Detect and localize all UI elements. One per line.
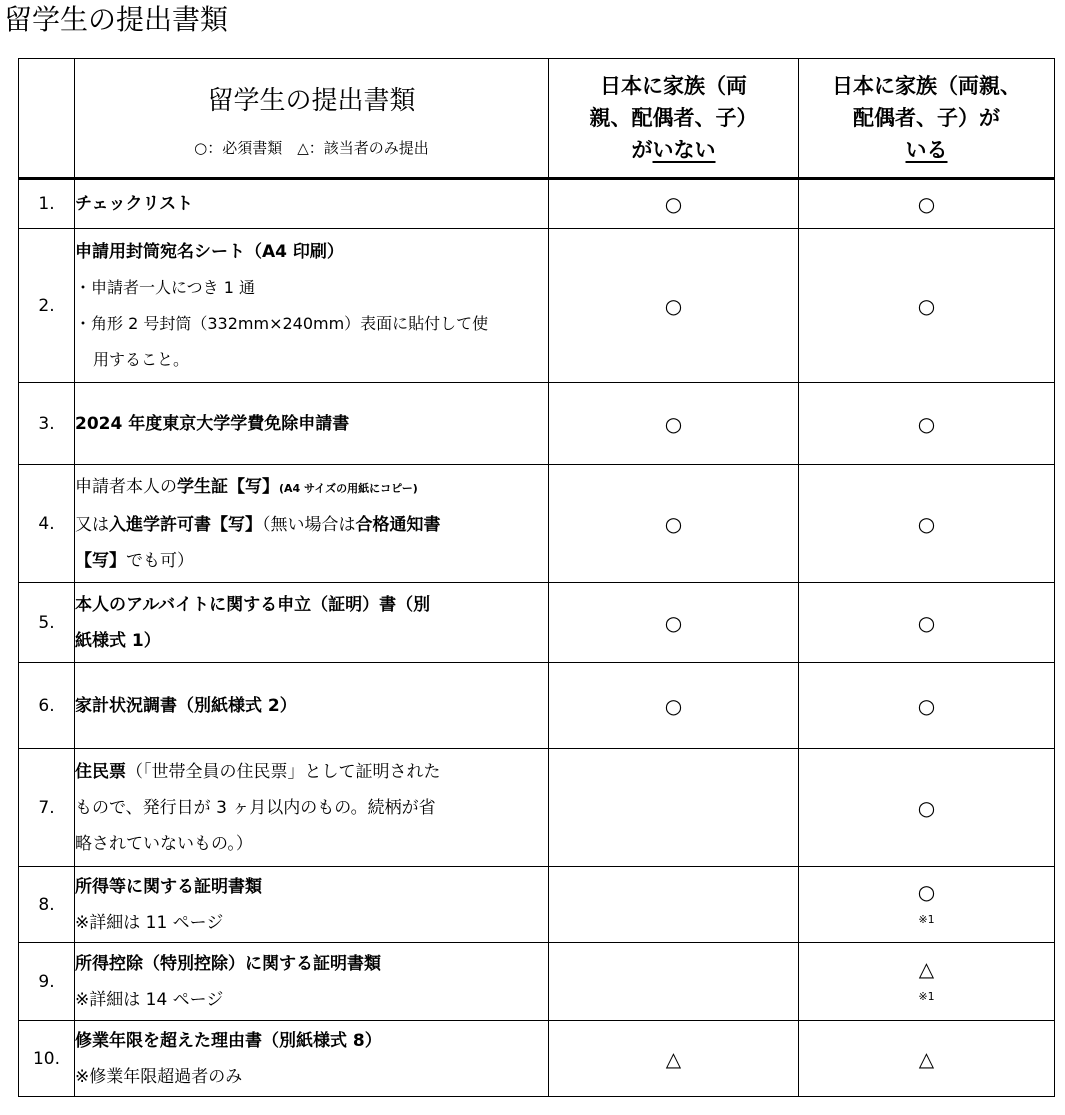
row-text: 略されていないもの。） (75, 833, 253, 854)
row-number: 9. (19, 943, 75, 1021)
table-row (19, 749, 1055, 867)
mark-footnote: ※1 (918, 912, 935, 926)
header-col-has-family (799, 59, 1055, 179)
mark-no-family (549, 749, 799, 867)
mark-has-family: ○ (799, 229, 1055, 383)
table-row (19, 383, 1055, 465)
row-text: 入進学許可書【写】 (109, 514, 262, 535)
header-col-a-ga: が (631, 138, 653, 162)
row-text: 又は (75, 514, 109, 535)
row-text: 学生証【写】 (177, 476, 279, 497)
header-col-a-inai: いない (652, 138, 716, 162)
row-number: 7. (19, 749, 75, 867)
header-col-b-iru: いる (905, 138, 948, 162)
header-col-a-line2: 親、配偶者、子） (589, 106, 758, 130)
mark-no-family (549, 867, 799, 943)
row-title: チェックリスト (75, 179, 549, 229)
mark-has-family: ○ (799, 383, 1055, 465)
row-title: 所得等に関する証明書類 (75, 876, 262, 897)
row-title: 紙様式 1） (75, 630, 161, 651)
mark-has-family: ○ (799, 465, 1055, 583)
row-number: 10. (19, 1021, 75, 1097)
row-desc (75, 867, 549, 943)
header-col-b-line2: 配偶者、子）が (853, 106, 1000, 130)
row-desc (75, 229, 549, 383)
row-text: もので、発行日が 3 ヶ月以内のもの。続柄が省 (75, 797, 436, 818)
header-col-no-family (549, 59, 799, 179)
table-row (19, 663, 1055, 749)
table-row (19, 943, 1055, 1021)
mark-no-family: ○ (549, 229, 799, 383)
row-desc (75, 465, 549, 583)
row-number: 1. (19, 179, 75, 229)
mark-footnote: ※1 (918, 989, 935, 1003)
row-title: 本人のアルバイトに関する申立（証明）書（別 (75, 594, 431, 615)
mark-has-family: ○ (799, 749, 1055, 867)
table-row (19, 1021, 1055, 1097)
mark-no-family: ○ (549, 179, 799, 229)
row-text: (A4 サイズの用紙にコピー) (279, 481, 418, 495)
row-number: 6. (19, 663, 75, 749)
table-row (19, 229, 1055, 383)
header-desc-title: 留学生の提出書類 (207, 86, 416, 116)
mark-has-family: ○ (799, 179, 1055, 229)
mark-no-family (549, 943, 799, 1021)
row-text: 合格通知書 (355, 514, 441, 535)
row-number: 4. (19, 465, 75, 583)
row-number: 3. (19, 383, 75, 465)
table-row (19, 867, 1055, 943)
table-header-row (19, 59, 1055, 179)
row-number: 8. (19, 867, 75, 943)
row-title: 家計状況調書（別紙様式 2） (75, 663, 549, 749)
row-text: 【写】 (75, 550, 126, 571)
header-desc-cell (75, 59, 549, 179)
row-text: （「世帯全員の住民票」として証明された (126, 761, 441, 782)
mark-has-family (799, 867, 1055, 943)
mark-symbol: △ (918, 956, 935, 981)
table-row (19, 583, 1055, 663)
mark-no-family: ○ (549, 383, 799, 465)
row-desc (75, 583, 549, 663)
header-legend: ○：必須書類 △：該当者のみ提出 (194, 139, 429, 157)
mark-symbol: ○ (917, 879, 936, 904)
mark-has-family: △ (799, 1021, 1055, 1097)
row-number: 5. (19, 583, 75, 663)
mark-no-family: △ (549, 1021, 799, 1097)
mark-no-family: ○ (549, 583, 799, 663)
row-title: 2024 年度東京大学学費免除申請書 (75, 383, 549, 465)
row-sub: ・申請者一人につき 1 通 (75, 277, 256, 297)
mark-has-family: ○ (799, 663, 1055, 749)
row-title: 申請用封筒宛名シート（A4 印刷） (75, 241, 344, 262)
mark-has-family: ○ (799, 583, 1055, 663)
row-text: 住民票 (75, 761, 126, 782)
row-note: ※詳細は 11 ページ (75, 912, 224, 933)
table-row (19, 179, 1055, 229)
mark-no-family: ○ (549, 465, 799, 583)
documents-table (18, 58, 1055, 1097)
row-sub: ・角形 2 号封筒（332mm×240mm）表面に貼付して使 (75, 313, 489, 333)
row-note: ※修業年限超過者のみ (75, 1066, 243, 1087)
mark-no-family: ○ (549, 663, 799, 749)
header-col-b-line1: 日本に家族（両親、 (832, 74, 1021, 98)
row-desc (75, 749, 549, 867)
row-number: 2. (19, 229, 75, 383)
page-title: 留学生の提出書類 (4, 3, 229, 36)
row-text: （無い場合は (262, 514, 356, 535)
row-sub: 用すること。 (93, 349, 190, 369)
mark-has-family (799, 943, 1055, 1021)
row-note: ※詳細は 14 ページ (75, 989, 224, 1010)
row-text: 申請者本人の (75, 476, 177, 497)
row-desc (75, 943, 549, 1021)
row-title: 所得控除（特別控除）に関する証明書類 (75, 953, 381, 974)
row-title: 修業年限を超えた理由書（別紙様式 8） (75, 1030, 382, 1051)
header-col-a-line1: 日本に家族（両 (600, 74, 747, 98)
row-text: でも可） (126, 550, 194, 571)
header-col-a-line3 (549, 134, 798, 166)
header-num-cell (19, 59, 75, 179)
row-desc (75, 1021, 549, 1097)
table-row (19, 465, 1055, 583)
